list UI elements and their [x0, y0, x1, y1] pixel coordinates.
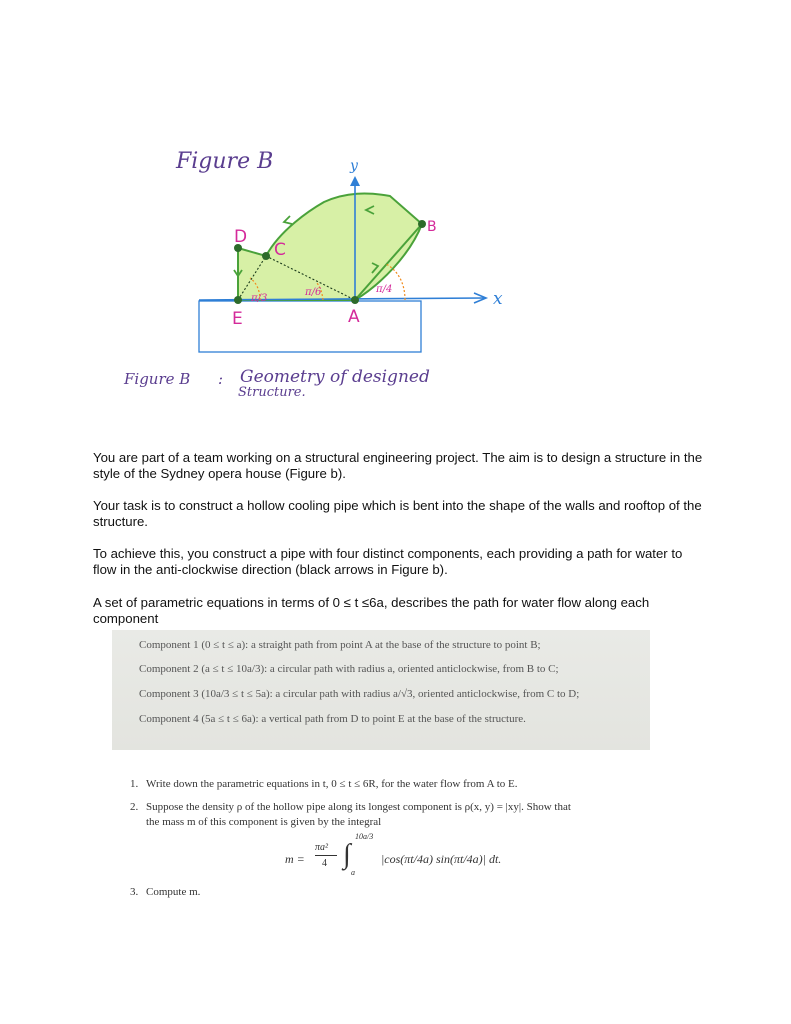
angle-label-pi6: π/6 [305, 287, 322, 298]
caption-prefix: Figure B [124, 370, 191, 388]
question-3-number: 3. [130, 886, 139, 898]
components-image [112, 630, 650, 750]
component-2: Component 2 (a ≤ t ≤ 10a/3): a circular path with radius a, oriented anticlockwise, from B to C; [139, 663, 559, 675]
integral-lower-limit: a [351, 868, 355, 877]
component-1: Component 1 (0 ≤ t ≤ a): a straight path from point A at the base of the structure to point B; [139, 639, 541, 651]
point-b-dot [418, 220, 426, 228]
question-1-text: Write down the parametric equations in t, 0 ≤ t ≤ 6R, for the water flow from A to E. [146, 778, 518, 790]
y-axis-label: y [350, 158, 358, 174]
integral-sign: ∫ [343, 839, 351, 870]
question-3-text: Compute m. [146, 886, 201, 898]
point-e-dot [234, 296, 242, 304]
figure-b-drawing [110, 130, 530, 420]
point-d-label: D [234, 227, 248, 247]
point-c-label: C [274, 240, 286, 260]
equation-coefficient-numerator: πa² [315, 842, 329, 853]
intro-paragraph-3: To achieve this, you construct a pipe with four distinct components, each providing a path for water to flow in the anti-clockwise direction (black arrows in Figure b). [93, 546, 683, 577]
y-axis-arrow [350, 176, 360, 186]
question-1-number: 1. [130, 778, 139, 790]
integrand: |cos(πt/4a) sin(πt/4a)| dt. [381, 852, 502, 866]
angle-label-pi3: π/3 [251, 293, 268, 304]
intro-paragraph-4: A set of parametric equations in terms of 0 ≤ t ≤6a, describes the path for water flow along each component [93, 595, 650, 626]
question-2-text-line2: the mass m of this component is given by the integral [146, 816, 382, 828]
point-a-dot [351, 296, 359, 304]
question-2-text-line1: Suppose the density ρ of the hollow pipe along its longest component is ρ(x, y) = |xy|. Show that [146, 801, 571, 813]
structure-shape [238, 194, 422, 300]
component-4: Component 4 (5a ≤ t ≤ 6a): a vertical path from D to point E at the base of the structure. [139, 713, 526, 725]
caption-text-structure: Structure. [238, 385, 306, 400]
intro-paragraph-2: Your task is to construct a hollow cooling pipe which is bent into the shape of the walls and rooftop of the structure. [93, 498, 702, 529]
question-2-number: 2. [130, 801, 139, 813]
equation-coefficient-denominator: 4 [322, 858, 327, 869]
caption-colon: : [218, 370, 224, 388]
equation-lhs: m = [285, 852, 305, 866]
point-c-dot [262, 252, 270, 260]
figure-b [110, 130, 530, 420]
point-b-label: B [427, 219, 437, 235]
integral-upper-limit: 10a/3 [355, 832, 374, 841]
mass-integral-equation [285, 832, 525, 880]
flow-arrow-bc [284, 216, 292, 224]
angle-label-pi4: π/4 [376, 284, 393, 295]
caption-text: Geometry of designed [240, 367, 430, 387]
equation-fraction-bar [315, 855, 337, 856]
intro-paragraph-1: You are part of a team working on a structural engineering project. The aim is to design a structure in the style of the Sydney opera house (Figure b). [93, 450, 703, 481]
figure-title: Figure B [176, 149, 274, 174]
component-3: Component 3 (10a/3 ≤ t ≤ 5a): a circular path with radius a/√3, oriented anticlockwise, from C to D; [139, 688, 580, 700]
point-e-label: E [232, 309, 243, 329]
x-axis-label: x [493, 289, 503, 309]
point-a-label: A [348, 307, 360, 327]
